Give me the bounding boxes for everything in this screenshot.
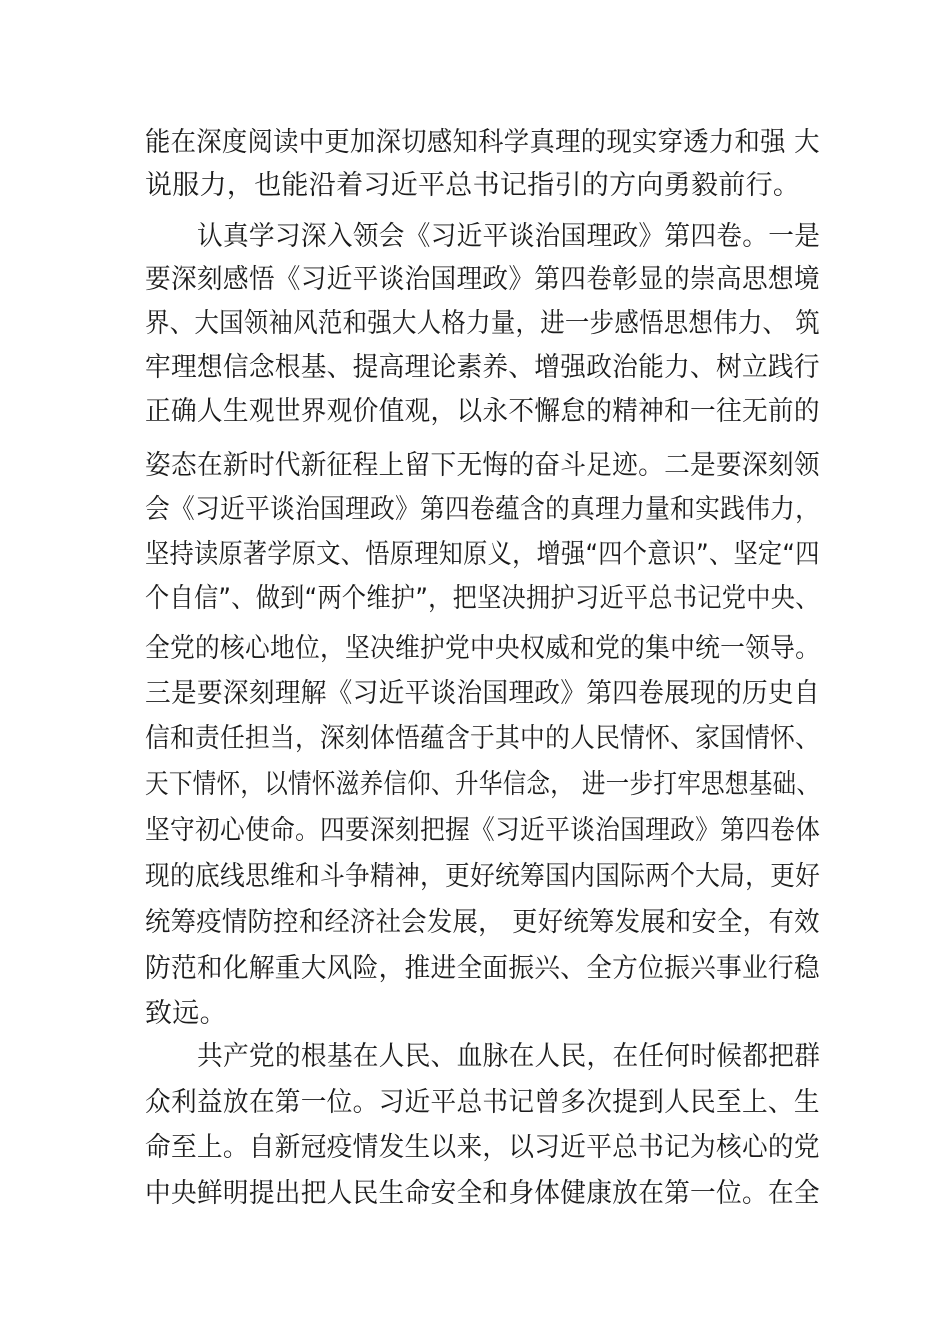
text-line: 能在深度阅读中更加深切感知科学真理的现实穿透力和强 大 [145,127,820,158]
text-line: 统筹疫情防控和经济社会发展， 更好统筹发展和安全，有效 [145,907,820,938]
text-line: 三是要深刻理解《习近平谈治国理政》第四卷展现的历史自 [145,678,820,709]
paragraph-start-line: 共产党的根基在人民、血脉在人民，在任何时候都把群 [197,1041,821,1072]
text-line: 天下情怀，以情怀滋养信仰、升华信念， 进一步打牢思想基础、 [145,769,821,800]
text-line: 中央鲜明提出把人民生命安全和身体健康放在第一位。在全 [145,1178,820,1209]
text-line: 牢理想信念根基、提高理论素养、增强政治能力、树立践行 [145,352,820,383]
text-line: 信和责任担当，深刻体悟蕴含于其中的人民情怀、家国情怀、 [145,723,821,754]
text-line: 防范和化解重大风险，推进全面振兴、全方位振兴事业行稳 [145,953,820,984]
text-line: 全党的核心地位，坚决维护党中央权威和党的集中统一领导。 [145,633,821,664]
text-line: 坚守初心使命。四要深刻把握《习近平谈治国理政》第四卷体 [145,815,821,846]
text-line: 说服力，也能沿着习近平总书记指引的方向勇毅前行。 [145,170,801,201]
text-line: 界、大国领袖风范和强大人格力量，进一步感悟思想伟力、 筑 [145,308,820,339]
text-line: 会《习近平谈治国理政》第四卷蕴含的真理力量和实践伟力， [145,494,821,525]
text-line: 坚持读原著学原文、悟原理知原义，增强“四个意识”、坚定“四 [145,539,820,570]
text-line: 命至上。自新冠疫情发生以来，以习近平总书记为核心的党 [145,1132,820,1163]
text-line: 正确人生观世界观价值观，以永不懈怠的精神和一往无前的 [145,396,820,427]
text-line: 众利益放在第一位。习近平总书记曾多次提到人民至上、生 [145,1087,820,1118]
text-line: 姿态在新时代新征程上留下无悔的奋斗足迹。二是要深刻领 [145,450,820,481]
text-line: 致远。 [145,998,227,1029]
paragraph-start-line: 认真学习深入领会《习近平谈治国理政》第四卷。一是 [197,221,821,252]
text-line: 个自信”、做到“两个维护”，把坚决拥护习近平总书记党中央、 [145,583,820,614]
text-line: 现的底线思维和斗争精神，更好统筹国内国际两个大局，更好 [145,861,821,892]
text-line: 要深刻感悟《习近平谈治国理政》第四卷彰显的崇高思想境 [145,264,820,295]
